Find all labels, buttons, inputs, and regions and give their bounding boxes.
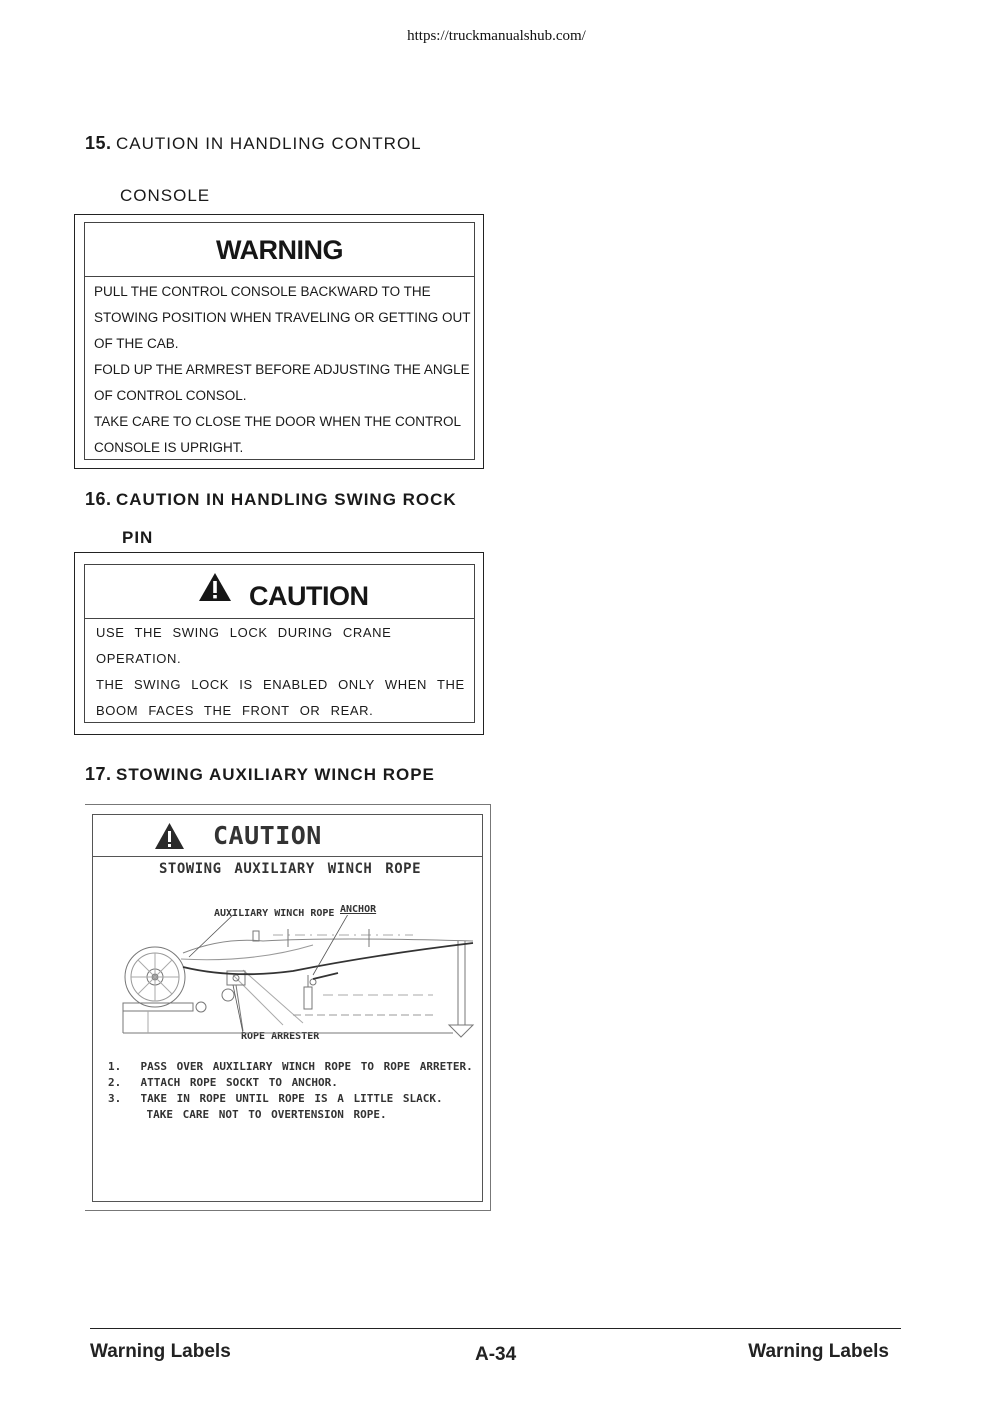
label-line: PULL THE CONTROL CONSOLE BACKWARD TO THE: [94, 284, 431, 299]
decal-signal-word: CAUTION: [213, 821, 322, 850]
warning-label-outer: [74, 214, 484, 469]
section-15-heading: [85, 133, 422, 154]
header-url: https://truckmanualshub.com/: [407, 28, 586, 44]
section-15-title-continued: CONSOLE: [120, 186, 211, 205]
label-line: STOWING POSITION WHEN TRAVELING OR GETTING OUT: [94, 310, 471, 325]
section-number: 16.: [85, 489, 112, 509]
section-16-title-continued: PIN: [122, 528, 154, 547]
label-line: FOLD UP THE ARMREST BEFORE ADJUSTING THE ANGLE: [94, 362, 470, 377]
page-number: A-34: [475, 1344, 517, 1365]
decal-step: 1. PASS OVER AUXILIARY WINCH ROPE TO ROPE ARRETER.: [108, 1060, 473, 1073]
caution-label-outer: [74, 552, 484, 735]
caution-decal: [92, 814, 483, 1202]
section-17-heading: [85, 764, 435, 785]
label-line: OF THE CAB.: [94, 336, 179, 351]
signal-word-warning: WARNING: [216, 235, 343, 265]
warning-triangle-icon: [198, 572, 232, 602]
section-title: CAUTION IN HANDLING SWING ROCK: [115, 490, 457, 509]
label-line: THE SWING LOCK IS ENABLED ONLY WHEN THE: [96, 677, 465, 692]
label-line: CONSOLE IS UPRIGHT.: [94, 440, 244, 455]
section-title: STOWING AUXILIARY WINCH ROPE: [115, 765, 435, 784]
decal-step: 3. TAKE IN ROPE UNTIL ROPE IS A LITTLE SLACK.: [108, 1092, 443, 1105]
decal-step: 2. ATTACH ROPE SOCKT TO ANCHOR.: [108, 1076, 338, 1089]
decal-header: [93, 815, 482, 857]
label-line: TAKE CARE TO CLOSE THE DOOR WHEN THE CONTROL: [94, 414, 462, 429]
winch-rope-diagram: [93, 915, 482, 1040]
section-title: CAUTION IN HANDLING CONTROL: [115, 134, 422, 153]
caution-label: [84, 564, 475, 723]
warning-label: [84, 222, 475, 460]
signal-word-caution: CAUTION: [249, 581, 369, 611]
decal-steps: [108, 1059, 473, 1123]
label-line: OF CONTROL CONSOL.: [94, 388, 247, 403]
decal-picture-frame: [85, 804, 491, 1211]
label-line: OPERATION.: [96, 651, 182, 666]
decal-step: TAKE CARE NOT TO OVERTENSION ROPE.: [108, 1108, 387, 1121]
section-number: 15.: [85, 133, 112, 153]
section-number: 17.: [85, 764, 112, 784]
warning-label-header: [85, 223, 474, 277]
label-line: USE THE SWING LOCK DURING CRANE: [96, 625, 392, 640]
caution-label-body: [85, 619, 474, 724]
footer-left: Warning Labels: [90, 1341, 231, 1362]
decal-subtitle: STOWING AUXILIARY WINCH ROPE: [159, 861, 422, 877]
label-anchor: ANCHOR: [340, 904, 377, 915]
warning-label-body: [85, 277, 474, 461]
footer-rule: [90, 1328, 901, 1329]
label-auxiliary-winch-rope: AUXILIARY WINCH ROPE: [214, 908, 335, 919]
footer-right: Warning Labels: [748, 1341, 889, 1362]
label-rope-arrester: ROPE ARRESTER: [241, 1031, 320, 1042]
label-line: BOOM FACES THE FRONT OR REAR.: [96, 703, 374, 718]
caution-label-header: [85, 565, 474, 619]
section-16-heading: [85, 489, 457, 510]
warning-triangle-icon: [154, 822, 185, 850]
